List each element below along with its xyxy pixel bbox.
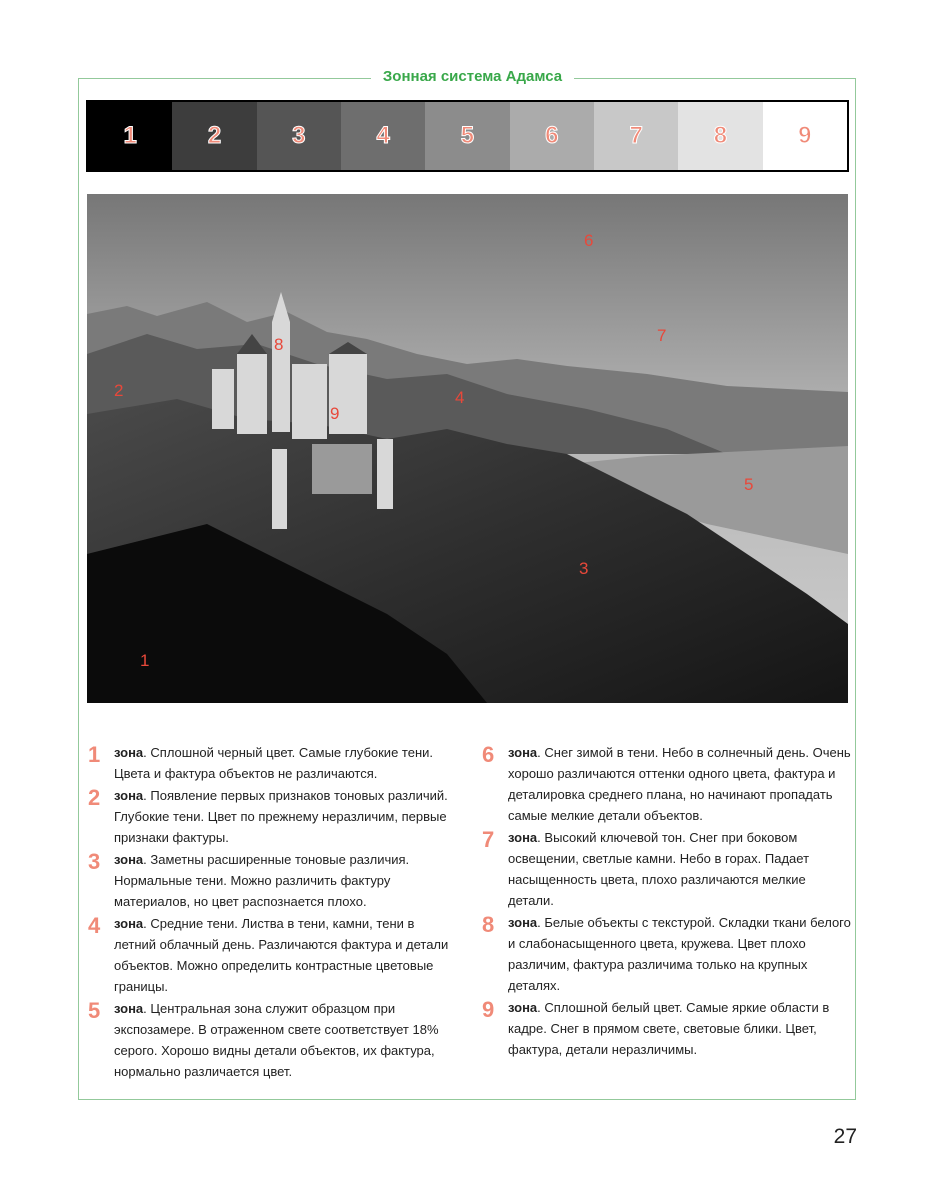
zone-text: . Сплошной белый цвет. Самые яркие области в кадре. Снег в прямом свете, световые блики. Цвет, фактура, детали неразличимы.: [508, 1000, 830, 1057]
photo-zone-label: 5: [744, 475, 754, 494]
zone-scale: [86, 100, 849, 172]
zone-number: 4: [88, 913, 101, 938]
zone-word: зона: [114, 916, 144, 931]
zone-cell-4: 4: [341, 102, 425, 170]
zone-number: 8: [482, 912, 495, 937]
zone-text: . Появление первых признаков тоновых различий. Глубокие тени. Цвет по прежнему неразличим, первые признаки фактуры.: [114, 788, 448, 845]
photo-zone-label: 2: [114, 381, 124, 400]
zone-cell-8: 8: [678, 102, 762, 170]
photo-zone-label: 7: [657, 326, 667, 345]
zone-description: [88, 742, 458, 784]
zone-cell-2: 2: [172, 102, 256, 170]
zone-word: зона: [508, 830, 538, 845]
zone-word: зона: [114, 1001, 144, 1016]
zone-text: . Сплошной черный цвет. Самые глубокие тени. Цвета и фактура объектов не различаются.: [114, 745, 433, 781]
castle-photo: [87, 194, 848, 703]
section-title: [0, 68, 945, 86]
zone-word: зона: [508, 915, 538, 930]
photo-zone-label: 9: [330, 404, 340, 423]
zone-cell-9: 9: [763, 102, 847, 170]
zone-description: [88, 849, 458, 912]
zone-number: 5: [88, 998, 101, 1023]
photo-zone-label: 1: [140, 651, 150, 670]
zone-word: зона: [508, 1000, 538, 1015]
zone-text: . Заметны расширенные тоновые различия. Нормальные тени. Можно различить фактуру материалов, но цвет распознается плохо.: [114, 852, 410, 909]
zone-description: [482, 997, 852, 1060]
zone-word: зона: [114, 745, 144, 760]
zones-right-column: [482, 742, 852, 1061]
zone-description: [88, 913, 458, 997]
zone-text: . Снег зимой в тени. Небо в солнечный день. Очень хорошо различаются оттенки одного цвета, фактура и деталировка среднего плана, но начинают пропадать самые мелкие детали объектов.: [508, 745, 851, 823]
zone-word: зона: [508, 745, 538, 760]
photo-zone-label: 4: [455, 388, 465, 407]
photo-zone-label: 6: [584, 231, 594, 250]
zone-cell-6: 6: [510, 102, 594, 170]
zone-description: [88, 785, 458, 848]
section-title-text: Зонная система Адамса: [371, 68, 574, 85]
zone-number: 7: [482, 827, 495, 852]
zone-word: зона: [114, 852, 144, 867]
zone-cell-3: 3: [257, 102, 341, 170]
zone-number: 9: [482, 997, 495, 1022]
zone-cell-7: 7: [594, 102, 678, 170]
zone-description: [88, 998, 458, 1082]
zones-left-column: [88, 742, 458, 1083]
zone-number: 3: [88, 849, 101, 874]
zone-cell-5: 5: [425, 102, 509, 170]
photo-zone-label: 8: [274, 335, 284, 354]
zone-number: 2: [88, 785, 101, 810]
zone-text: . Средние тени. Листва в тени, камни, тени в летний облачный день. Различаются фактура и детали объектов. Можно определить контрастные цветовые границы.: [114, 916, 449, 994]
page-number: 27: [833, 1125, 857, 1148]
zone-description: [482, 827, 852, 911]
zone-description: [482, 912, 852, 996]
zone-cell-1: 1: [88, 102, 172, 170]
castle-photo-illustration: [87, 194, 848, 703]
zone-text: . Белые объекты с текстурой. Складки ткани белого и слабонасыщенного цвета, кружева. Цвет плохо различим, фактура различима только на крупных деталях.: [508, 915, 851, 993]
zone-text: . Высокий ключевой тон. Снег при боковом освещении, светлые камни. Небо в горах. Падает насыщенность цвета, плохо различаются мелкие детали.: [508, 830, 810, 908]
zone-number: 1: [88, 742, 101, 767]
zone-description: [482, 742, 852, 826]
zone-word: зона: [114, 788, 144, 803]
zone-number: 6: [482, 742, 495, 767]
photo-zone-label: 3: [579, 559, 589, 578]
zone-text: . Центральная зона служит образцом при экспозамере. В отраженном свете соответствует 18% серого. Хорошо видны детали объектов, их фактура, нормально различается цвет.: [114, 1001, 439, 1079]
